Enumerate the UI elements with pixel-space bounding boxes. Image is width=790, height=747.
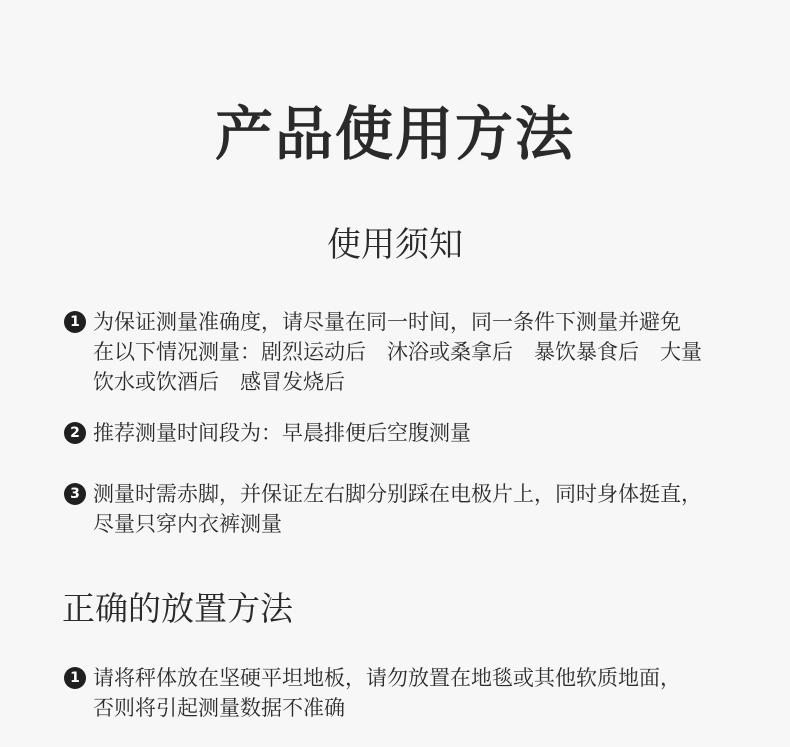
number-badge: 1	[64, 667, 86, 689]
section-placement-heading: 正确的放置方法	[62, 589, 293, 628]
item-text-line: 请将秤体放在坚硬平坦地板，请勿放置在地毯或其他软质地面，	[93, 666, 681, 690]
usage-note-item	[64, 307, 744, 397]
item-text-line: 尽量只穿内衣裤测量	[93, 512, 282, 536]
number-badge: 1	[64, 311, 86, 333]
item-text-line: 推荐测量时间段为：早晨排便后空腹测量	[93, 421, 471, 445]
item-text-line: 饮水或饮酒后 感冒发烧后	[93, 370, 345, 394]
item-text-line: 否则将引起测量数据不准确	[93, 696, 345, 720]
number-badge: 2	[64, 422, 86, 444]
item-text-line: 在以下情况测量：剧烈运动后 沐浴或桑拿后 暴饮暴食后 大量	[93, 340, 702, 364]
section-usage-notes-heading: 使用须知	[327, 225, 463, 265]
placement-note-item	[64, 663, 744, 723]
item-text-line: 为保证测量准确度，请尽量在同一时间，同一条件下测量并避免	[93, 310, 681, 334]
number-badge: 3	[64, 483, 86, 505]
usage-note-item	[64, 418, 744, 448]
page-title: 产品使用方法	[214, 100, 575, 168]
usage-note-item	[64, 479, 744, 539]
item-text-line: 测量时需赤脚，并保证左右脚分别踩在电极片上，同时身体挺直，	[93, 482, 702, 506]
